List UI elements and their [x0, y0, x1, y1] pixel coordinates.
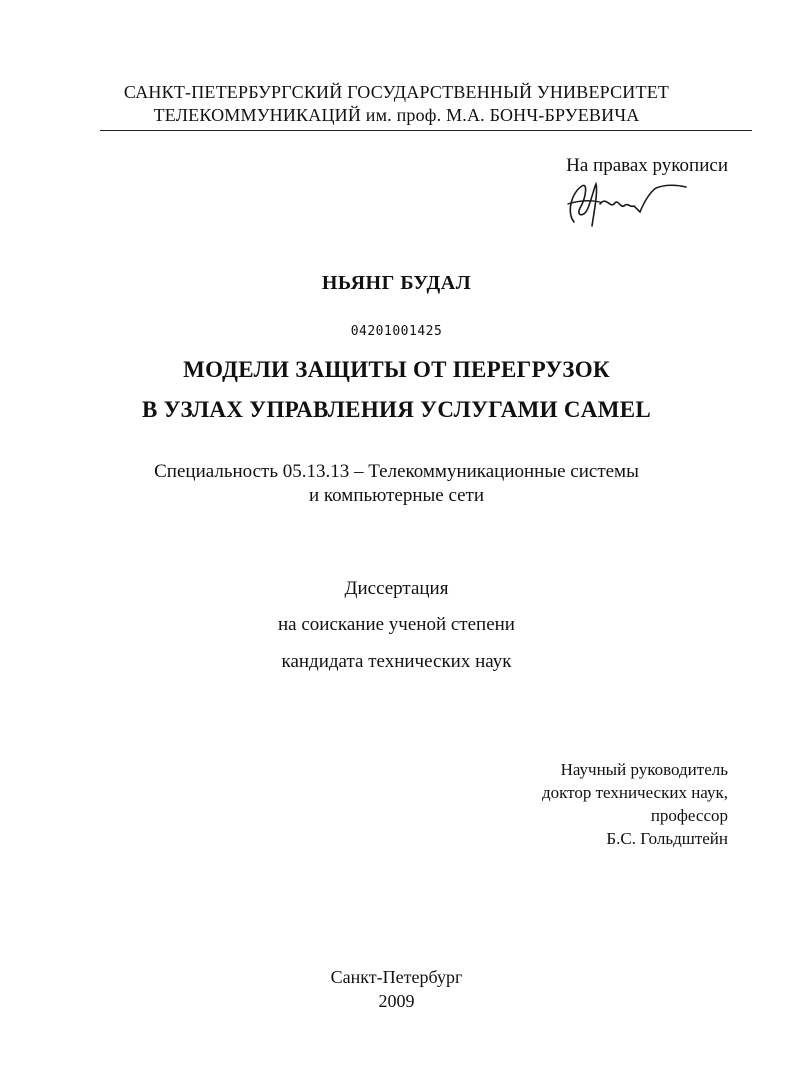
title-line1: МОДЕЛИ ЗАЩИТЫ ОТ ПЕРЕГРУЗОК [183, 357, 610, 382]
supervisor-name: Б.С. Гольдштейн [606, 829, 728, 848]
dissertation-field-line: кандидата технических наук [281, 651, 512, 672]
city: Санкт-Петербург [330, 967, 463, 987]
document-code: 04201001425 [350, 324, 443, 339]
title-line2: В УЗЛАХ УПРАВЛЕНИЯ УСЛУГАМИ CAMEL [141, 397, 651, 422]
dissertation-label: Диссертация [344, 578, 449, 599]
author-name: НЬЯНГ БУДАЛ [321, 272, 472, 294]
dissertation-degree-line: на соискание ученой степени [278, 614, 515, 635]
specialty-line2: и компьютерные сети [308, 485, 485, 506]
rights-note: На правах рукописи [566, 155, 728, 176]
specialty-line1: Специальность 05.13.13 – Телекоммуникационные системы [154, 461, 639, 482]
year: 2009 [378, 991, 415, 1011]
handwritten-signature [560, 178, 690, 230]
supervisor-role: Научный руководитель [560, 760, 728, 779]
supervisor-degree: доктор технических наук, [541, 783, 728, 802]
university-name-line2: ТЕЛЕКОММУНИКАЦИЙ им. проф. М.А. БОНЧ-БРУЕВИЧА [153, 105, 640, 125]
header-divider [100, 130, 752, 131]
university-name-line1: САНКТ-ПЕТЕРБУРГСКИЙ ГОСУДАРСТВЕННЫЙ УНИВЕРСИТЕТ [123, 82, 670, 102]
supervisor-rank: профессор [650, 806, 728, 825]
